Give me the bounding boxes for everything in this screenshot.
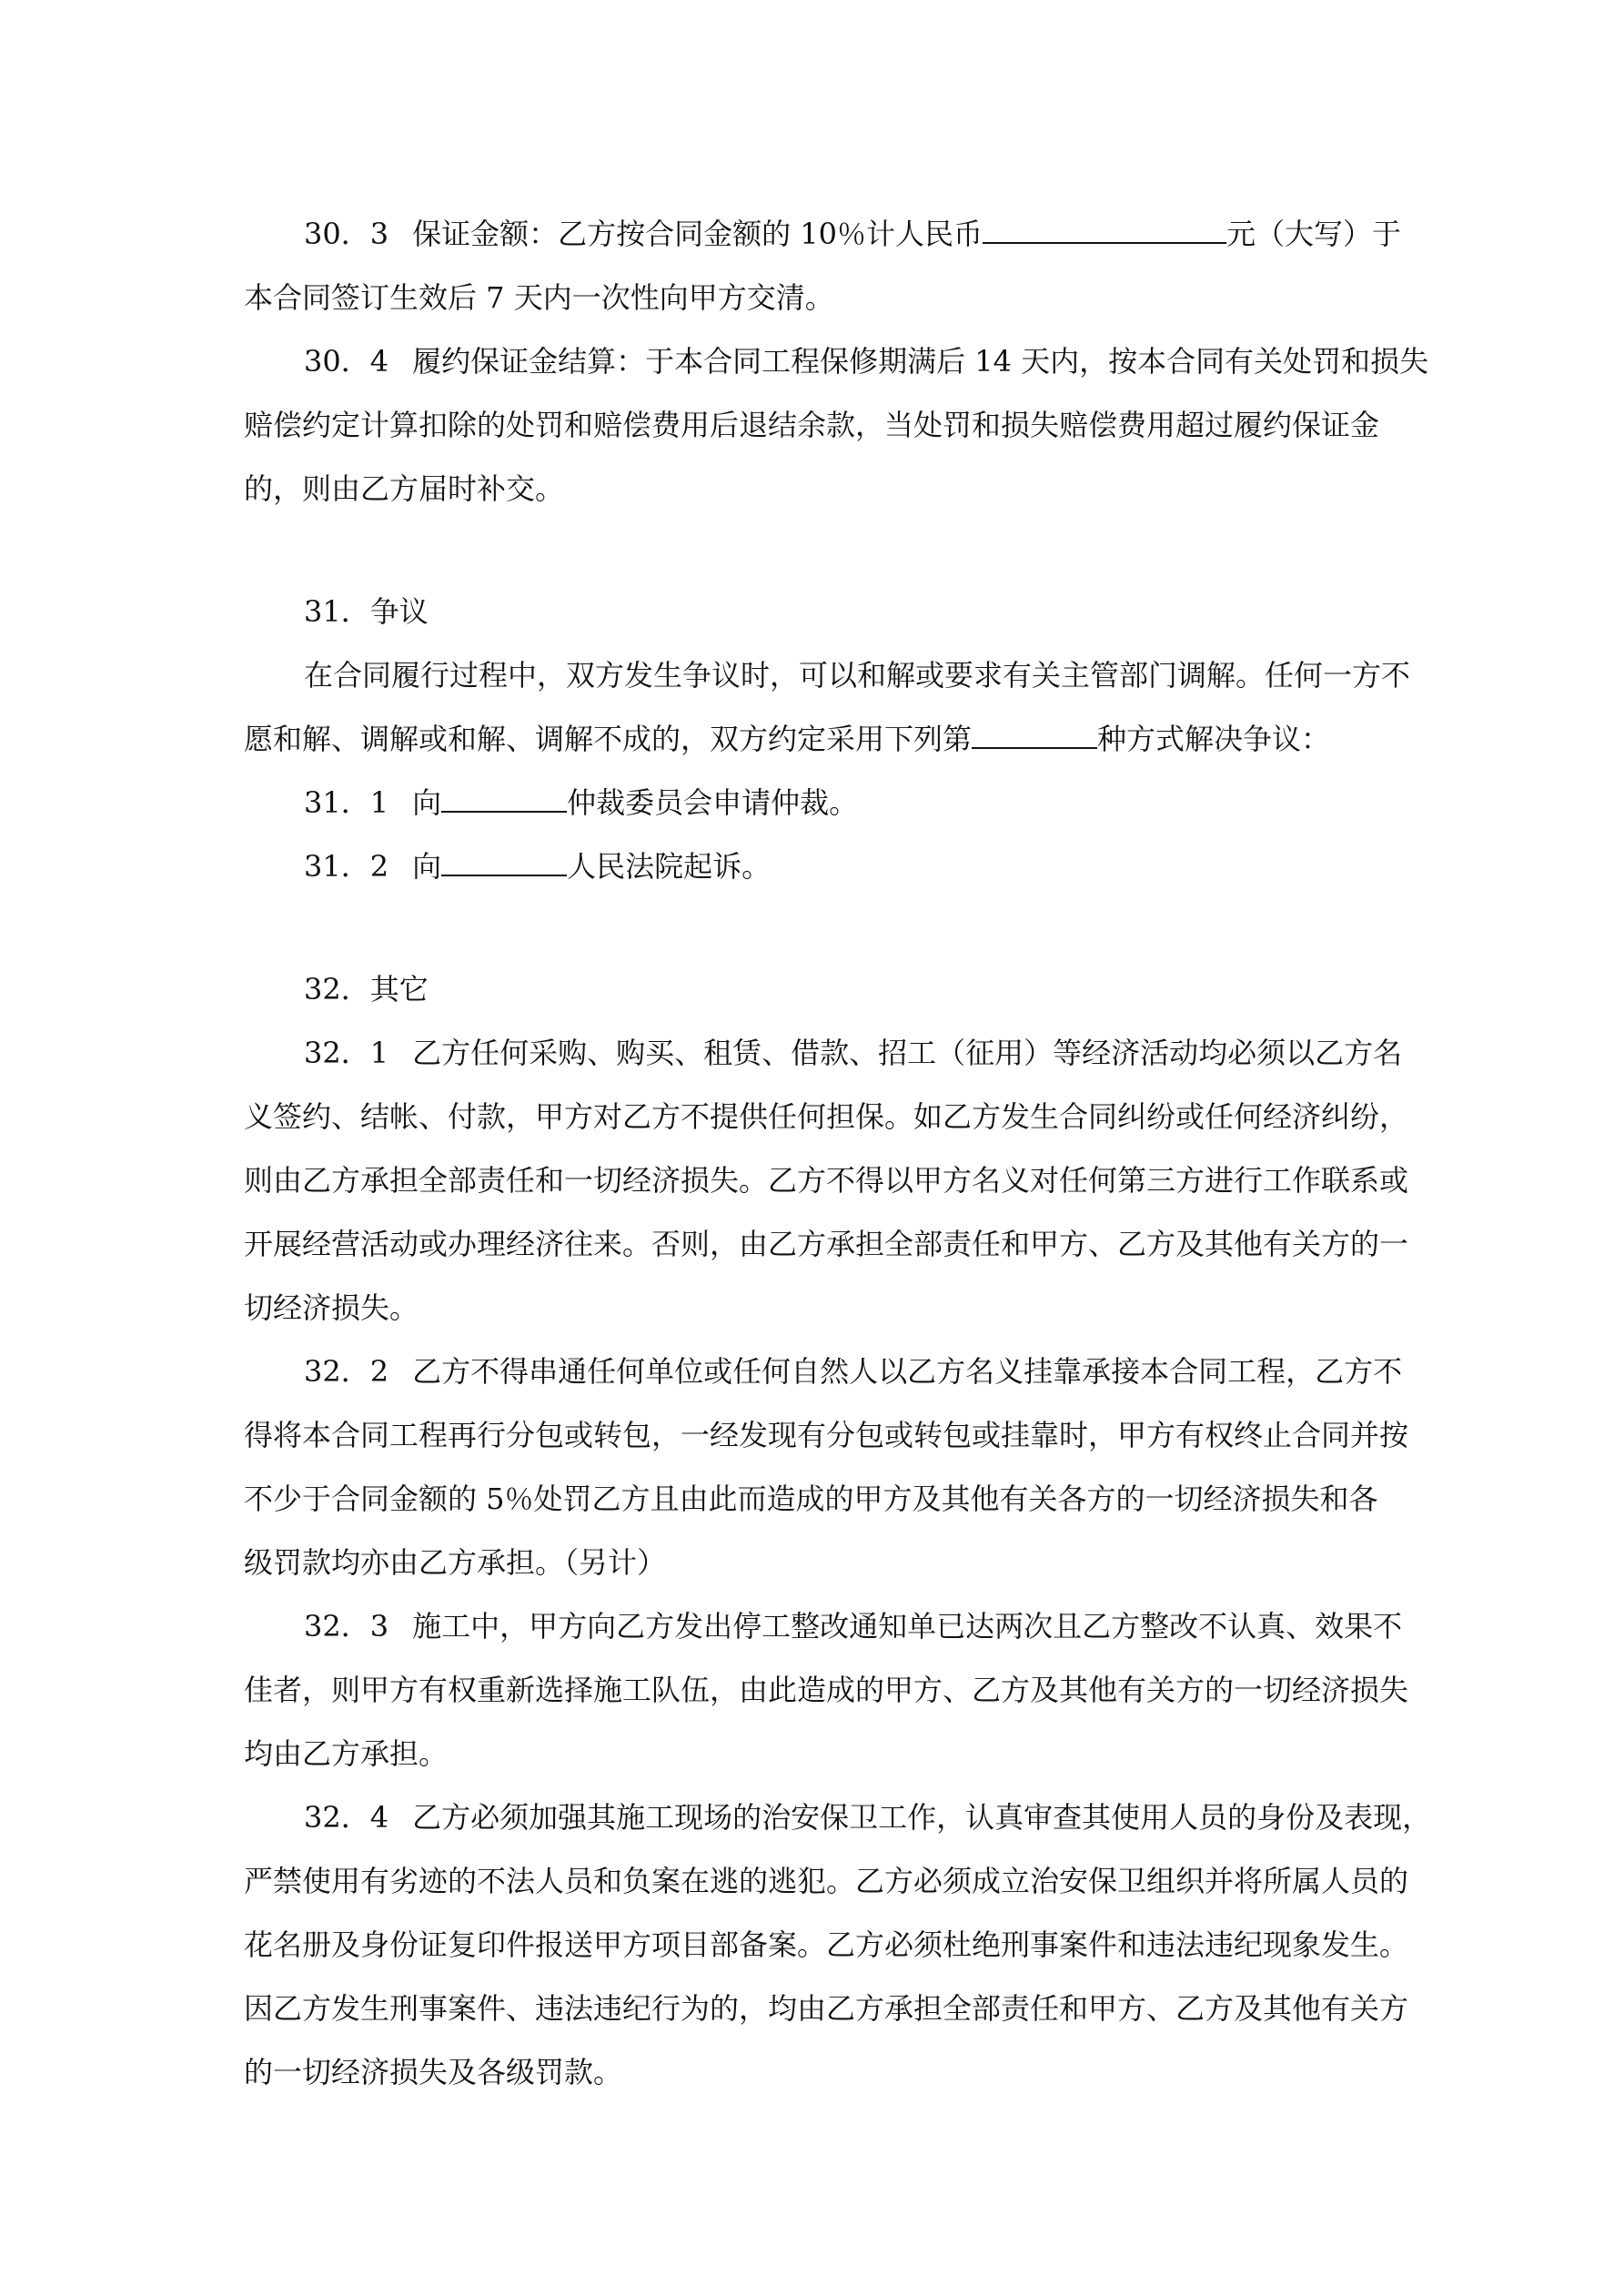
clause-number: 30．3 (304, 217, 389, 251)
clause-31-2: 31．2 向 人民法院起诉。 (304, 849, 772, 884)
section-gap (244, 521, 1383, 580)
clause-32-2-line-2: 得将本合同工程再行分包或转包，一经发现有分包或转包或挂靠时，甲方有权终止合同并按 (244, 1418, 1409, 1452)
method-number-blank-field[interactable] (972, 722, 1097, 749)
document-page (244, 202, 1432, 2104)
clause-32-2-line-1: 32．2 乙方不得串通任何单位或任何自然人以乙方名义挂靠承接本合同工程，乙方不 (304, 1354, 1403, 1389)
section-31-intro-line-1: 在合同履行过程中，双方发生争议时，可以和解或要求有关主管部门调解。任何一方不 (304, 658, 1411, 693)
clause-32-2-line-3: 不少于合同金额的 5％处罚乙方且由此而造成的甲方及其他有关各方的一切经济损失和各 (244, 1482, 1378, 1516)
section-31-intro-line-2: 愿和解、调解或和解、调解不成的，双方约定采用下列第 种方式解决争议： (244, 722, 1331, 756)
clause-number: 32．1 (304, 1036, 389, 1070)
clause-31-1: 31．1 向 仲裁委员会申请仲裁。 (304, 785, 859, 820)
clause-32-3-line-2: 佳者，则甲方有权重新选择施工队伍，由此造成的甲方、乙方及其他有关方的一切经济损失 (244, 1673, 1409, 1707)
clause-30-4-line-2: 赔偿约定计算扣除的处罚和赔偿费用后退结余款，当处罚和损失赔偿费用超过履约保证金 (244, 408, 1380, 442)
clause-number: 31．2 (304, 849, 389, 884)
clause-32-3-line-1: 32．3 施工中，甲方向乙方发出停工整改通知单已达两次且乙方整改不认真、效果不 (304, 1609, 1403, 1644)
clause-32-4-line-2: 严禁使用有劣迹的不法人员和负案在逃的逃犯。乙方必须成立治安保卫组织并将所属人员的 (244, 1864, 1409, 1898)
clause-number: 32．3 (304, 1609, 389, 1644)
court-blank-field[interactable] (441, 849, 567, 876)
clause-32-4-line-3: 花名册及身份证复印件报送甲方项目部备案。乙方必须杜绝刑事案件和违法违纪现象发生。 (244, 1927, 1409, 1962)
clause-32-1-line-5: 切经济损失。 (244, 1290, 419, 1325)
section-gap (244, 898, 1383, 957)
clause-32-3-line-3: 均由乙方承担。 (244, 1736, 449, 1771)
clause-32-4-line-5: 的一切经济损失及各级罚款。 (244, 2055, 623, 2089)
clause-32-1-line-4: 开展经营活动或办理经济往来。否则，由乙方承担全部责任和甲方、乙方及其他有关方的一 (244, 1227, 1409, 1261)
clause-30-3-line-2: 本合同签订生效后 7 天内一次性向甲方交清。 (244, 280, 834, 315)
clause-number: 32．4 (304, 1800, 389, 1835)
clause-32-4-line-1: 32．4 乙方必须加强其施工现场的治安保卫工作，认真审查其使用人员的身份及表现， (304, 1800, 1432, 1835)
clause-number: 31．1 (304, 785, 389, 820)
clause-number: 32．2 (304, 1354, 389, 1389)
clause-30-4-line-1: 30．4 履约保证金结算：于本合同工程保修期满后 14 天内，按本合同有关处罚和损失 (304, 344, 1429, 379)
clause-32-1-line-3: 则由乙方承担全部责任和一切经济损失。乙方不得以甲方名义对任何第三方进行工作联系或 (244, 1163, 1409, 1198)
arbitration-committee-blank-field[interactable] (441, 785, 567, 813)
clause-32-4-line-4: 因乙方发生刑事案件、违法违纪行为的，均由乙方承担全部责任和甲方、乙方及其他有关方 (244, 1991, 1409, 2026)
clause-32-1-line-1: 32．1 乙方任何采购、购买、租赁、借款、招工（征用）等经济活动均必须以乙方名 (304, 1036, 1403, 1070)
clause-32-1-line-2: 义签约、结帐、付款，甲方对乙方不提供任何担保。如乙方发生合同纠纷或任何经济纠纷， (244, 1099, 1409, 1134)
clause-30-4-line-3: 的，则由乙方届时补交。 (244, 471, 565, 506)
clause-32-2-line-4: 级罚款均亦由乙方承担。（另计） (244, 1545, 667, 1580)
section-31-heading: 31．争议 (304, 594, 429, 629)
clause-30-3-line-1: 30．3 保证金额：乙方按合同金额的 10％计人民币 元（大写）于 (304, 217, 1402, 251)
clause-number: 30．4 (304, 344, 389, 379)
section-32-heading: 32．其它 (304, 972, 429, 1006)
amount-blank-field[interactable] (983, 217, 1226, 244)
